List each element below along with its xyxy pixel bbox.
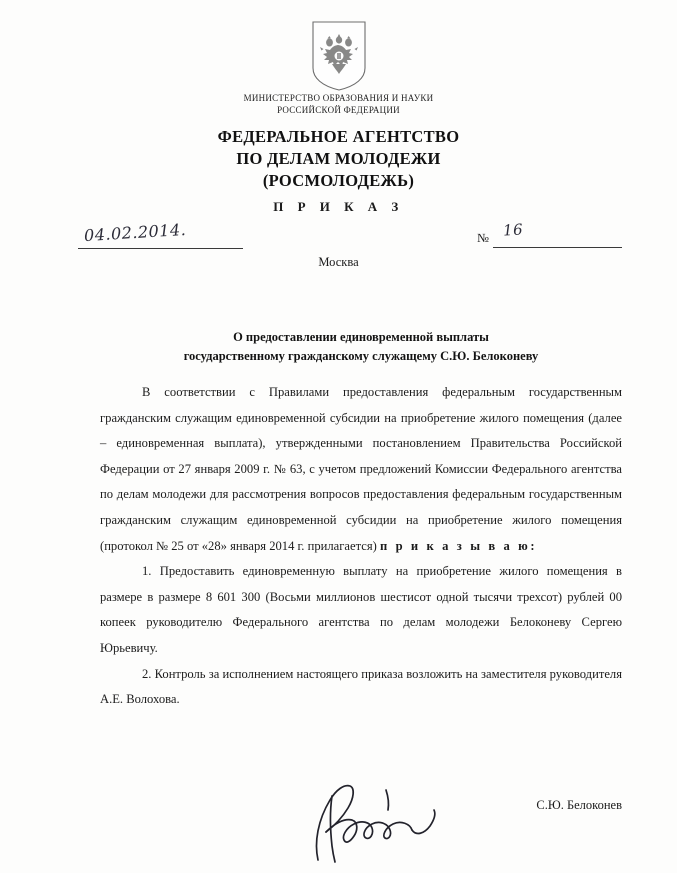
date-handwritten-value: 04.02.2014. <box>83 219 187 246</box>
number-label: № <box>477 231 489 245</box>
document-subject <box>100 328 622 367</box>
russian-coat-of-arms-icon <box>310 20 368 92</box>
subject-line-2: государственному гражданскому служащему С.Ю. Белоконеву <box>183 349 539 364</box>
document-meta-row <box>78 219 622 250</box>
paragraph-preamble <box>100 380 622 559</box>
agency-line-2: ПО ДЕЛАМ МОЛОДЕЖИ <box>236 148 441 168</box>
paragraph-item-2: 2. Контроль за исполнением настоящего приказа возложить на заместителя руководителя А.Е. Волохова. <box>100 666 622 707</box>
agency-line-3: (РОСМОЛОДЕЖЬ) <box>262 170 415 190</box>
ministry-line-1: МИНИСТЕРСТВО ОБРАЗОВАНИЯ И НАУКИ <box>243 93 434 103</box>
preamble-text: В соответствии с Правилами предоставления федеральным государственным гражданским служащим единовременной субсидии на приобретение жилого помещения (далее – единовременная выплата), утвержденными постановлением Правительства Российской Федерации от 27 января 2009 г. № 63, с учетом предложений Комиссии Федерального агентства по делам молодежи для рассмотрения вопросов предоставления федеральным государственным гражданским служащим единовременной субсидии на приобретение жилого помещения (протокол № 25 от «28» января 2014 г. прилагается) <box>100 385 622 553</box>
paragraph-item-1: 1. Предоставить единовременную выплату на приобретение жилого помещения в размере в размере 8 601 300 (Восьми миллионов шестисот одной тысячи трехсот) рублей 00 копеек руководителю Федерального агентства по делам молодежи Белоконеву Сергею Юрьевичу. <box>100 564 622 655</box>
city-label: Москва <box>318 255 359 269</box>
emblem-container <box>0 20 677 92</box>
number-line <box>493 220 622 248</box>
signature-block <box>100 790 622 870</box>
handwritten-signature-icon <box>300 776 500 864</box>
signatory-name: С.Ю. Белоконев <box>536 798 622 812</box>
ministry-line-2: РОССИЙСКОЙ ФЕДЕРАЦИИ <box>277 104 400 115</box>
date-field[interactable] <box>78 219 243 249</box>
document-type-title: П Р И К А З <box>273 199 404 214</box>
document-body <box>100 380 622 713</box>
command-word: п р и к а з ы в а ю: <box>379 538 538 553</box>
agency-heading <box>0 126 677 191</box>
number-field[interactable] <box>477 220 622 248</box>
agency-line-1: ФЕДЕРАЛЬНОЕ АГЕНТСТВО <box>217 127 460 146</box>
subject-line-1: О предоставлении единовременной выплаты <box>233 330 489 344</box>
ministry-heading <box>0 93 677 117</box>
number-handwritten-value: 16 <box>502 220 524 240</box>
